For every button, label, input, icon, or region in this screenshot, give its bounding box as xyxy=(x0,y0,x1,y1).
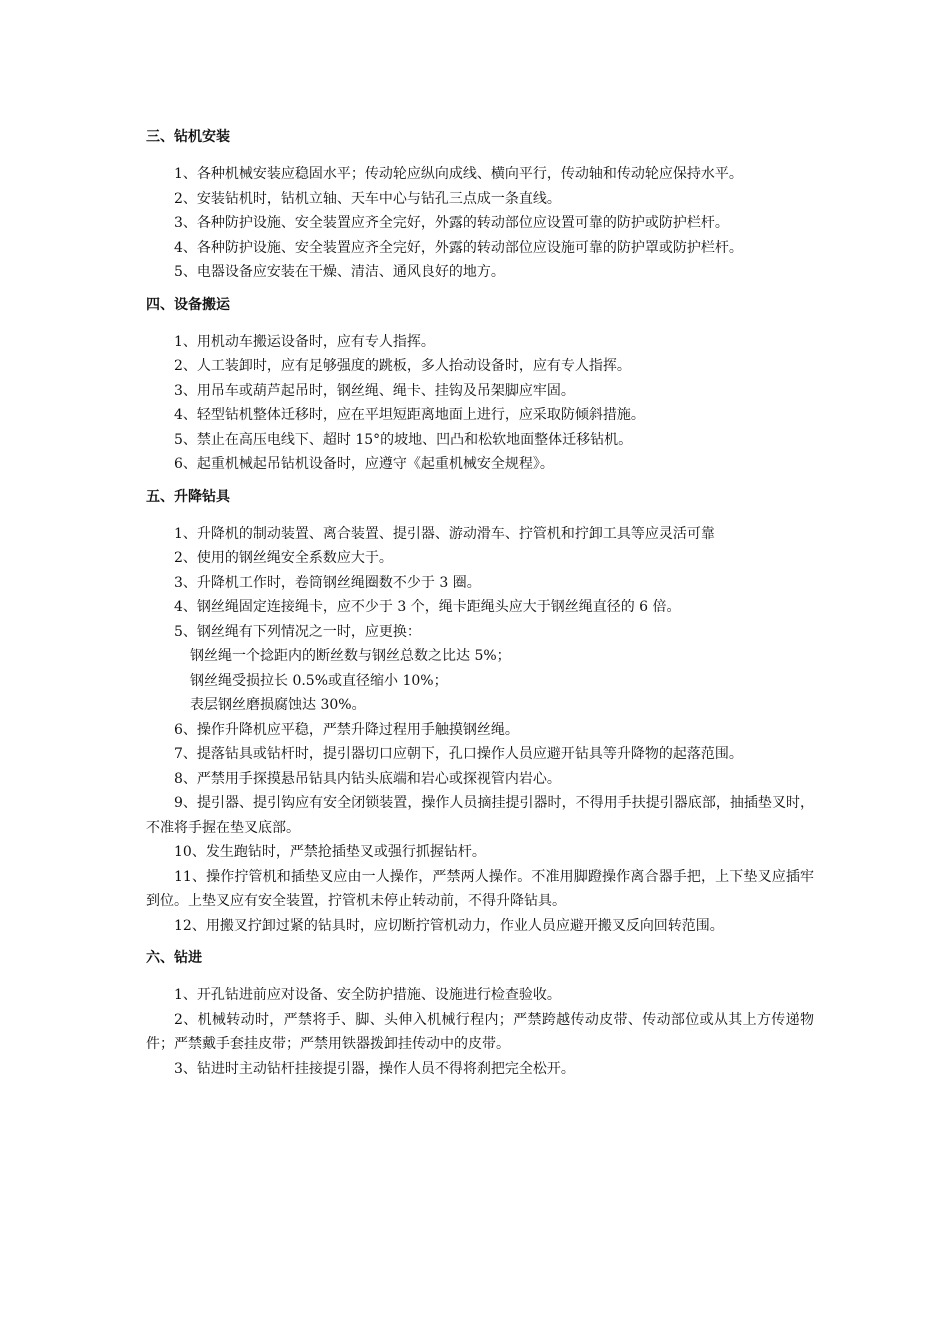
sub-item: 钢丝绳一个捻距内的断丝数与钢丝总数之比达 5%； xyxy=(190,648,511,664)
document-body xyxy=(146,128,814,1081)
paragraph: 3、钻进时主动钻杆挂接提引器，操作人员不得将刹把完全松开。 xyxy=(174,1060,575,1077)
paragraph: 4、轻型钻机整体迁移时，应在平坦短距离地面上进行，应采取防倾斜措施。 xyxy=(174,407,645,423)
section-equipment-transport xyxy=(146,296,814,477)
paragraph: 4、钢丝绳固定连接绳卡，应不少于 3 个，绳卡距绳头应大于钢丝绳直径的 6 倍。 xyxy=(174,599,681,615)
paragraph: 2、安装钻机时，钻机立轴、天车中心与钻孔三点成一条直线。 xyxy=(174,190,561,207)
paragraph: 3、各种防护设施、安全装置应齐全完好，外露的转动部位应设置可靠的防护或防护栏杆。 xyxy=(174,215,729,231)
paragraph: 2、使用的钢丝绳安全系数应大于。 xyxy=(174,550,393,566)
paragraph: 1、升降机的制动装置、离合装置、提引器、游动滑车、拧管机和拧卸工具等应灵活可靠 xyxy=(174,525,715,542)
paragraph: 1、用机动车搬运设备时，应有专人指挥。 xyxy=(174,333,435,350)
section-heading: 六、钻进 xyxy=(146,950,202,966)
section-heading: 四、设备搬运 xyxy=(146,296,230,313)
paragraph: 12、用搬叉拧卸过紧的钻具时，应切断拧管机动力，作业人员应避开搬叉反向回转范围。 xyxy=(174,917,724,934)
sub-item: 钢丝绳受损拉长 0.5%或直径缩小 10%； xyxy=(190,672,448,689)
paragraph: 6、起重机械起吊钻机设备时，应遵守《起重机械安全规程》。 xyxy=(174,456,554,472)
paragraph: 1、开孔钻进前应对设备、安全防护措施、设施进行检查验收。 xyxy=(174,987,561,1003)
paragraph: 9、提引器、提引钩应有安全闭锁装置，操作人员摘挂提引器时，不得用手扶提引器底部，抽插垫叉时，不准将手握在垫叉底部。 xyxy=(146,795,814,836)
paragraph: 5、电器设备应安装在干燥、清洁、通风良好的地方。 xyxy=(174,264,505,280)
section-hoisting-drill-tools xyxy=(146,488,814,939)
paragraph: 1、各种机械安装应稳固水平；传动轮应纵向成线、横向平行，传动轴和传动轮应保持水平。 xyxy=(174,166,743,182)
paragraph: 5、钢丝绳有下列情况之一时，应更换： xyxy=(174,623,421,640)
section-drill-installation xyxy=(146,128,814,285)
section-spacer xyxy=(146,938,814,949)
paragraph: 5、禁止在高压电线下、超时 15°的坡地、凹凸和松软地面整体迁移钻机。 xyxy=(174,431,633,448)
section-heading: 五、升降钻具 xyxy=(146,488,230,505)
paragraph: 6、操作升降机应平稳，严禁升降过程用手触摸钢丝绳。 xyxy=(174,721,519,738)
paragraph: 2、机械转动时，严禁将手、脚、头伸入机械行程内；严禁跨越传动皮带、传动部位或从其上方传递物件；严禁戴手套挂皮带；严禁用铁器拨卸挂传动中的皮带。 xyxy=(146,1011,814,1052)
paragraph: 2、人工装卸时，应有足够强度的跳板，多人抬动设备时，应有专人指挥。 xyxy=(174,358,631,374)
paragraph: 3、用吊车或葫芦起吊时，钢丝绳、绳卡、挂钩及吊架脚应牢固。 xyxy=(174,382,575,399)
paragraph: 8、严禁用手探摸悬吊钻具内钻头底端和岩心或探视管内岩心。 xyxy=(174,770,561,787)
paragraph: 11、操作拧管机和插垫叉应由一人操作，严禁两人操作。不准用脚蹬操作离合器手把，上下垫叉应插牢到位。上垫叉应有安全装置，拧管机未停止转动前，不得升降钻具。 xyxy=(146,868,814,909)
section-spacer xyxy=(146,285,814,296)
paragraph: 4、各种防护设施、安全装置应齐全完好，外露的转动部位应设施可靠的防护罩或防护栏杆。 xyxy=(174,239,743,256)
paragraph: 3、升降机工作时，卷筒钢丝绳圈数不少于 3 圈。 xyxy=(174,574,481,591)
paragraph: 10、发生跑钻时，严禁抢插垫叉或强行抓握钻杆。 xyxy=(174,844,486,860)
paragraph: 7、提落钻具或钻杆时，提引器切口应朝下，孔口操作人员应避开钻具等升降物的起落范围。 xyxy=(174,746,743,762)
sub-item: 表层钢丝磨损腐蚀达 30%。 xyxy=(190,697,366,713)
section-drilling xyxy=(146,949,814,1081)
section-spacer xyxy=(146,477,814,488)
section-heading: 三、钻机安装 xyxy=(146,129,230,145)
